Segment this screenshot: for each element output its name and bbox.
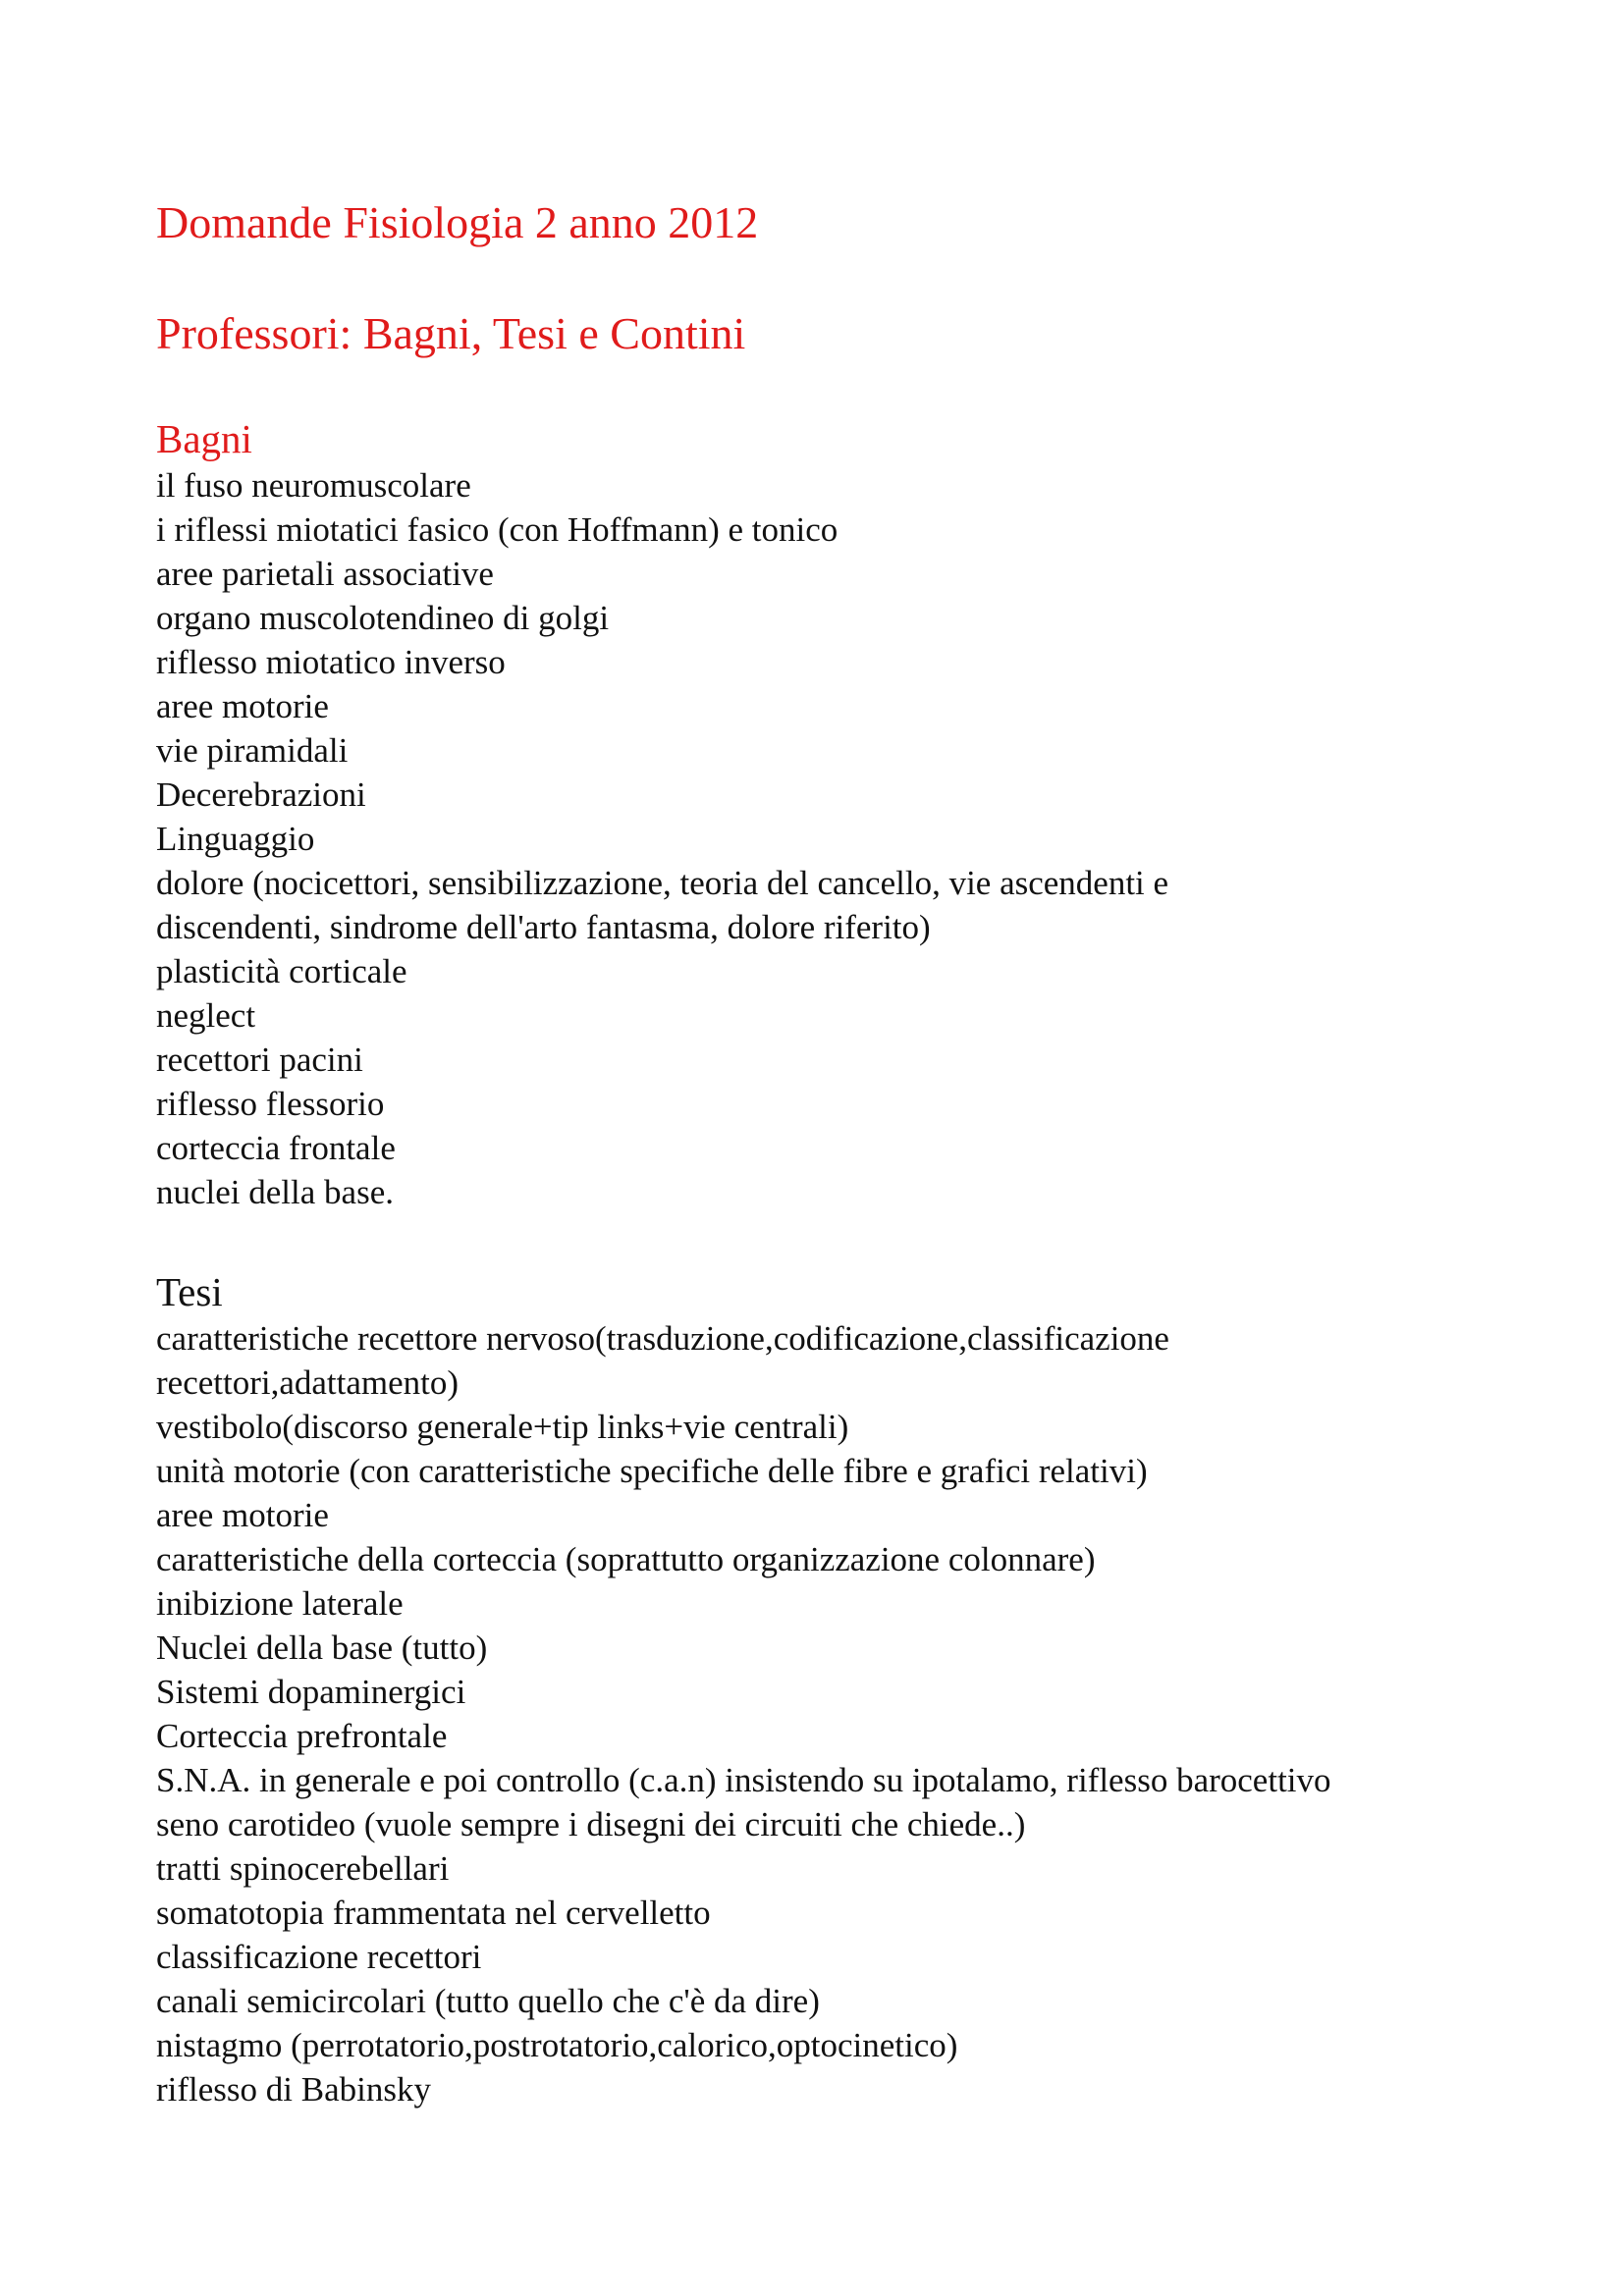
list-item: Corteccia prefrontale: [156, 1717, 448, 1755]
list-item: i riflessi miotatici fasico (con Hoffmann) e tonico: [156, 510, 839, 549]
section-heading-bagni: Bagni: [156, 416, 252, 461]
list-item: nuclei della base.: [156, 1173, 394, 1211]
list-item: Linguaggio: [156, 820, 315, 858]
list-item: Nuclei della base (tutto): [156, 1629, 488, 1667]
list-item: neglect: [156, 996, 256, 1035]
document-page: [156, 192, 1570, 2111]
list-item: riflesso miotatico inverso: [156, 643, 506, 681]
list-item: Decerebrazioni: [156, 775, 366, 814]
list-item: S.N.A. in generale e poi controllo (c.a.n) insistendo su ipotalamo, riflesso barocettivo: [156, 1761, 1331, 1799]
list-item: caratteristiche della corteccia (soprattutto organizzazione colonnare): [156, 1540, 1096, 1578]
list-item: classificazione recettori: [156, 1938, 482, 1976]
list-item: recettori,adattamento): [156, 1363, 460, 1402]
list-item: vie piramidali: [156, 731, 349, 770]
list-item: caratteristiche recettore nervoso(trasduzione,codificazione,classificazione: [156, 1319, 1169, 1358]
list-item: tratti spinocerebellari: [156, 1849, 450, 1888]
list-item: seno carotideo (vuole sempre i disegni dei circuiti che chiede..): [156, 1805, 1026, 1843]
question-list-tesi: [156, 1316, 1570, 2111]
list-item: plasticità corticale: [156, 952, 407, 990]
list-item: il fuso neuromuscolare: [156, 466, 471, 505]
question-list-bagni: [156, 463, 1570, 1214]
section-heading-tesi: Tesi: [156, 1269, 223, 1314]
list-item: aree parietali associative: [156, 555, 494, 593]
list-item: canali semicircolari (tutto quello che c'è da dire): [156, 1982, 820, 2020]
list-item: Sistemi dopaminergici: [156, 1673, 466, 1711]
list-item: dolore (nocicettori, sensibilizzazione, teoria del cancello, vie ascendenti e: [156, 864, 1169, 902]
document-title: Domande Fisiologia 2 anno 2012: [156, 197, 759, 247]
list-item: somatotopia frammentata nel cervelletto: [156, 1894, 711, 1932]
list-item: unità motorie (con caratteristiche specifiche delle fibre e grafici relativi): [156, 1452, 1148, 1490]
list-item: aree motorie: [156, 687, 329, 725]
list-item: vestibolo(discorso generale+tip links+vie centrali): [156, 1408, 849, 1446]
list-item: inibizione laterale: [156, 1584, 404, 1623]
document-subtitle: Professori: Bagni, Tesi e Contini: [156, 308, 746, 358]
list-item: riflesso di Babinsky: [156, 2070, 431, 2109]
list-item: recettori pacini: [156, 1041, 363, 1079]
list-item: aree motorie: [156, 1496, 329, 1534]
list-item: nistagmo (perrotatorio,postrotatorio,calorico,optocinetico): [156, 2026, 958, 2064]
list-item: organo muscolotendineo di golgi: [156, 599, 610, 637]
list-item: riflesso flessorio: [156, 1085, 385, 1123]
list-item: discendenti, sindrome dell'arto fantasma, dolore riferito): [156, 908, 931, 946]
section-spacer: [156, 1214, 1570, 1267]
list-item: corteccia frontale: [156, 1129, 396, 1167]
